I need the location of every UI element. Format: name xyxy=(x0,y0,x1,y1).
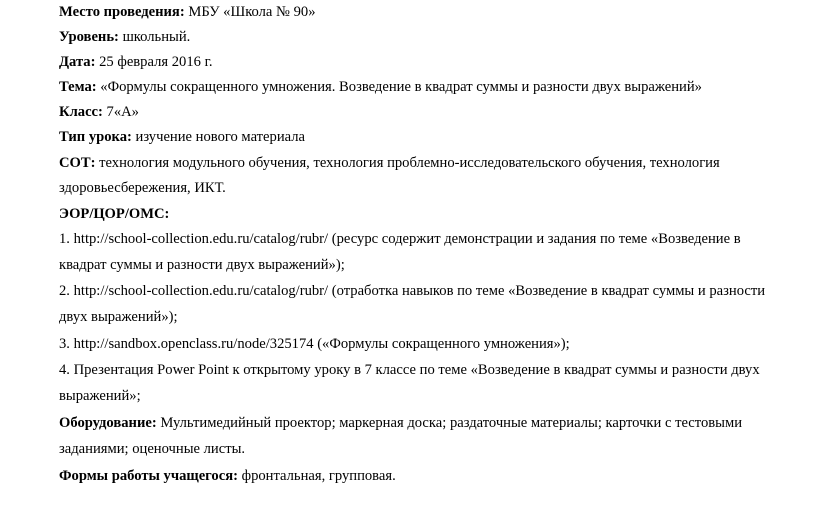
technologies-value-part-2: здоровьесбережения, ИКТ. xyxy=(59,180,226,196)
resource-item-3-line-1 xyxy=(59,334,570,354)
class-value: 7«А» xyxy=(102,104,139,120)
resource-item-2-text-1: 2. http://school-collection.edu.ru/catalog/rubr/ (отработка навыков по теме «Возведение в квадрат суммы и разности xyxy=(59,283,766,299)
resource-item-1-text-2: квадрат суммы и разности двух выражений»); xyxy=(59,257,345,273)
work-forms-value: фронтальная, групповая. xyxy=(237,468,396,484)
resource-item-4-text-2: выражений»; xyxy=(59,388,141,404)
equipment-value-part-2: заданиями; оценочные листы. xyxy=(59,441,246,457)
resource-item-3-text-1: 3. http://sandbox.openclass.ru/node/325174 («Формулы сокращенного умножения»); xyxy=(59,336,570,352)
resource-item-1-line-1 xyxy=(59,229,741,249)
work-forms-label: Формы работы учащегося: xyxy=(59,468,238,484)
resource-item-4-text-1: 4. Презентация Power Point к открытому уроку в 7 классе по теме «Возведение в квадрат суммы и разности двух xyxy=(59,362,760,378)
resources-heading-line xyxy=(59,204,169,224)
technologies-value-part-1: технология модульного обучения, технология проблемно-исследовательского обучения, технология xyxy=(95,155,720,171)
venue-line xyxy=(59,2,316,22)
resource-item-2-text-2: двух выражений»); xyxy=(59,309,178,325)
equipment-value-part-1: Мультимедийный проектор; маркерная доска; раздаточные материалы; карточки с тестовыми xyxy=(156,415,743,431)
equipment-label: Оборудование: xyxy=(59,415,157,431)
resource-item-2-line-1 xyxy=(59,281,765,301)
resource-item-1-text-1: 1. http://school-collection.edu.ru/catalog/rubr/ (ресурс содержит демонстрации и задания по теме «Возведение в xyxy=(59,231,741,247)
lesson-type-label: Тип урока: xyxy=(59,129,132,145)
class-line xyxy=(59,102,139,122)
topic-line xyxy=(59,77,702,97)
level-value: школьный. xyxy=(118,29,191,45)
work-forms-line xyxy=(59,466,396,486)
equipment-line-2 xyxy=(59,439,245,459)
resource-item-1-line-2 xyxy=(59,255,345,275)
topic-label: Тема: xyxy=(59,79,97,95)
level-line xyxy=(59,27,190,47)
date-line xyxy=(59,52,213,72)
class-label: Класс: xyxy=(59,104,103,120)
equipment-line-1 xyxy=(59,413,742,433)
technologies-line-1 xyxy=(59,153,720,173)
lesson-type-line xyxy=(59,127,305,147)
date-label: Дата: xyxy=(59,54,96,70)
venue-value: МБУ «Школа № 90» xyxy=(184,4,316,20)
resource-item-2-line-2 xyxy=(59,307,178,327)
resources-label: ЭОР/ЦОР/ОМС: xyxy=(59,206,170,222)
technologies-line-2 xyxy=(59,178,226,198)
date-value: 25 февраля 2016 г. xyxy=(95,54,213,70)
resource-item-4-line-1 xyxy=(59,360,760,380)
topic-value: «Формулы сокращенного умножения. Возведение в квадрат суммы и разности двух выражений» xyxy=(96,79,702,95)
resource-item-4-line-2 xyxy=(59,386,141,406)
lesson-type-value: изучение нового материала xyxy=(131,129,305,145)
technologies-label: СОТ: xyxy=(59,155,96,171)
venue-label: Место проведения: xyxy=(59,4,185,20)
level-label: Уровень: xyxy=(59,29,119,45)
